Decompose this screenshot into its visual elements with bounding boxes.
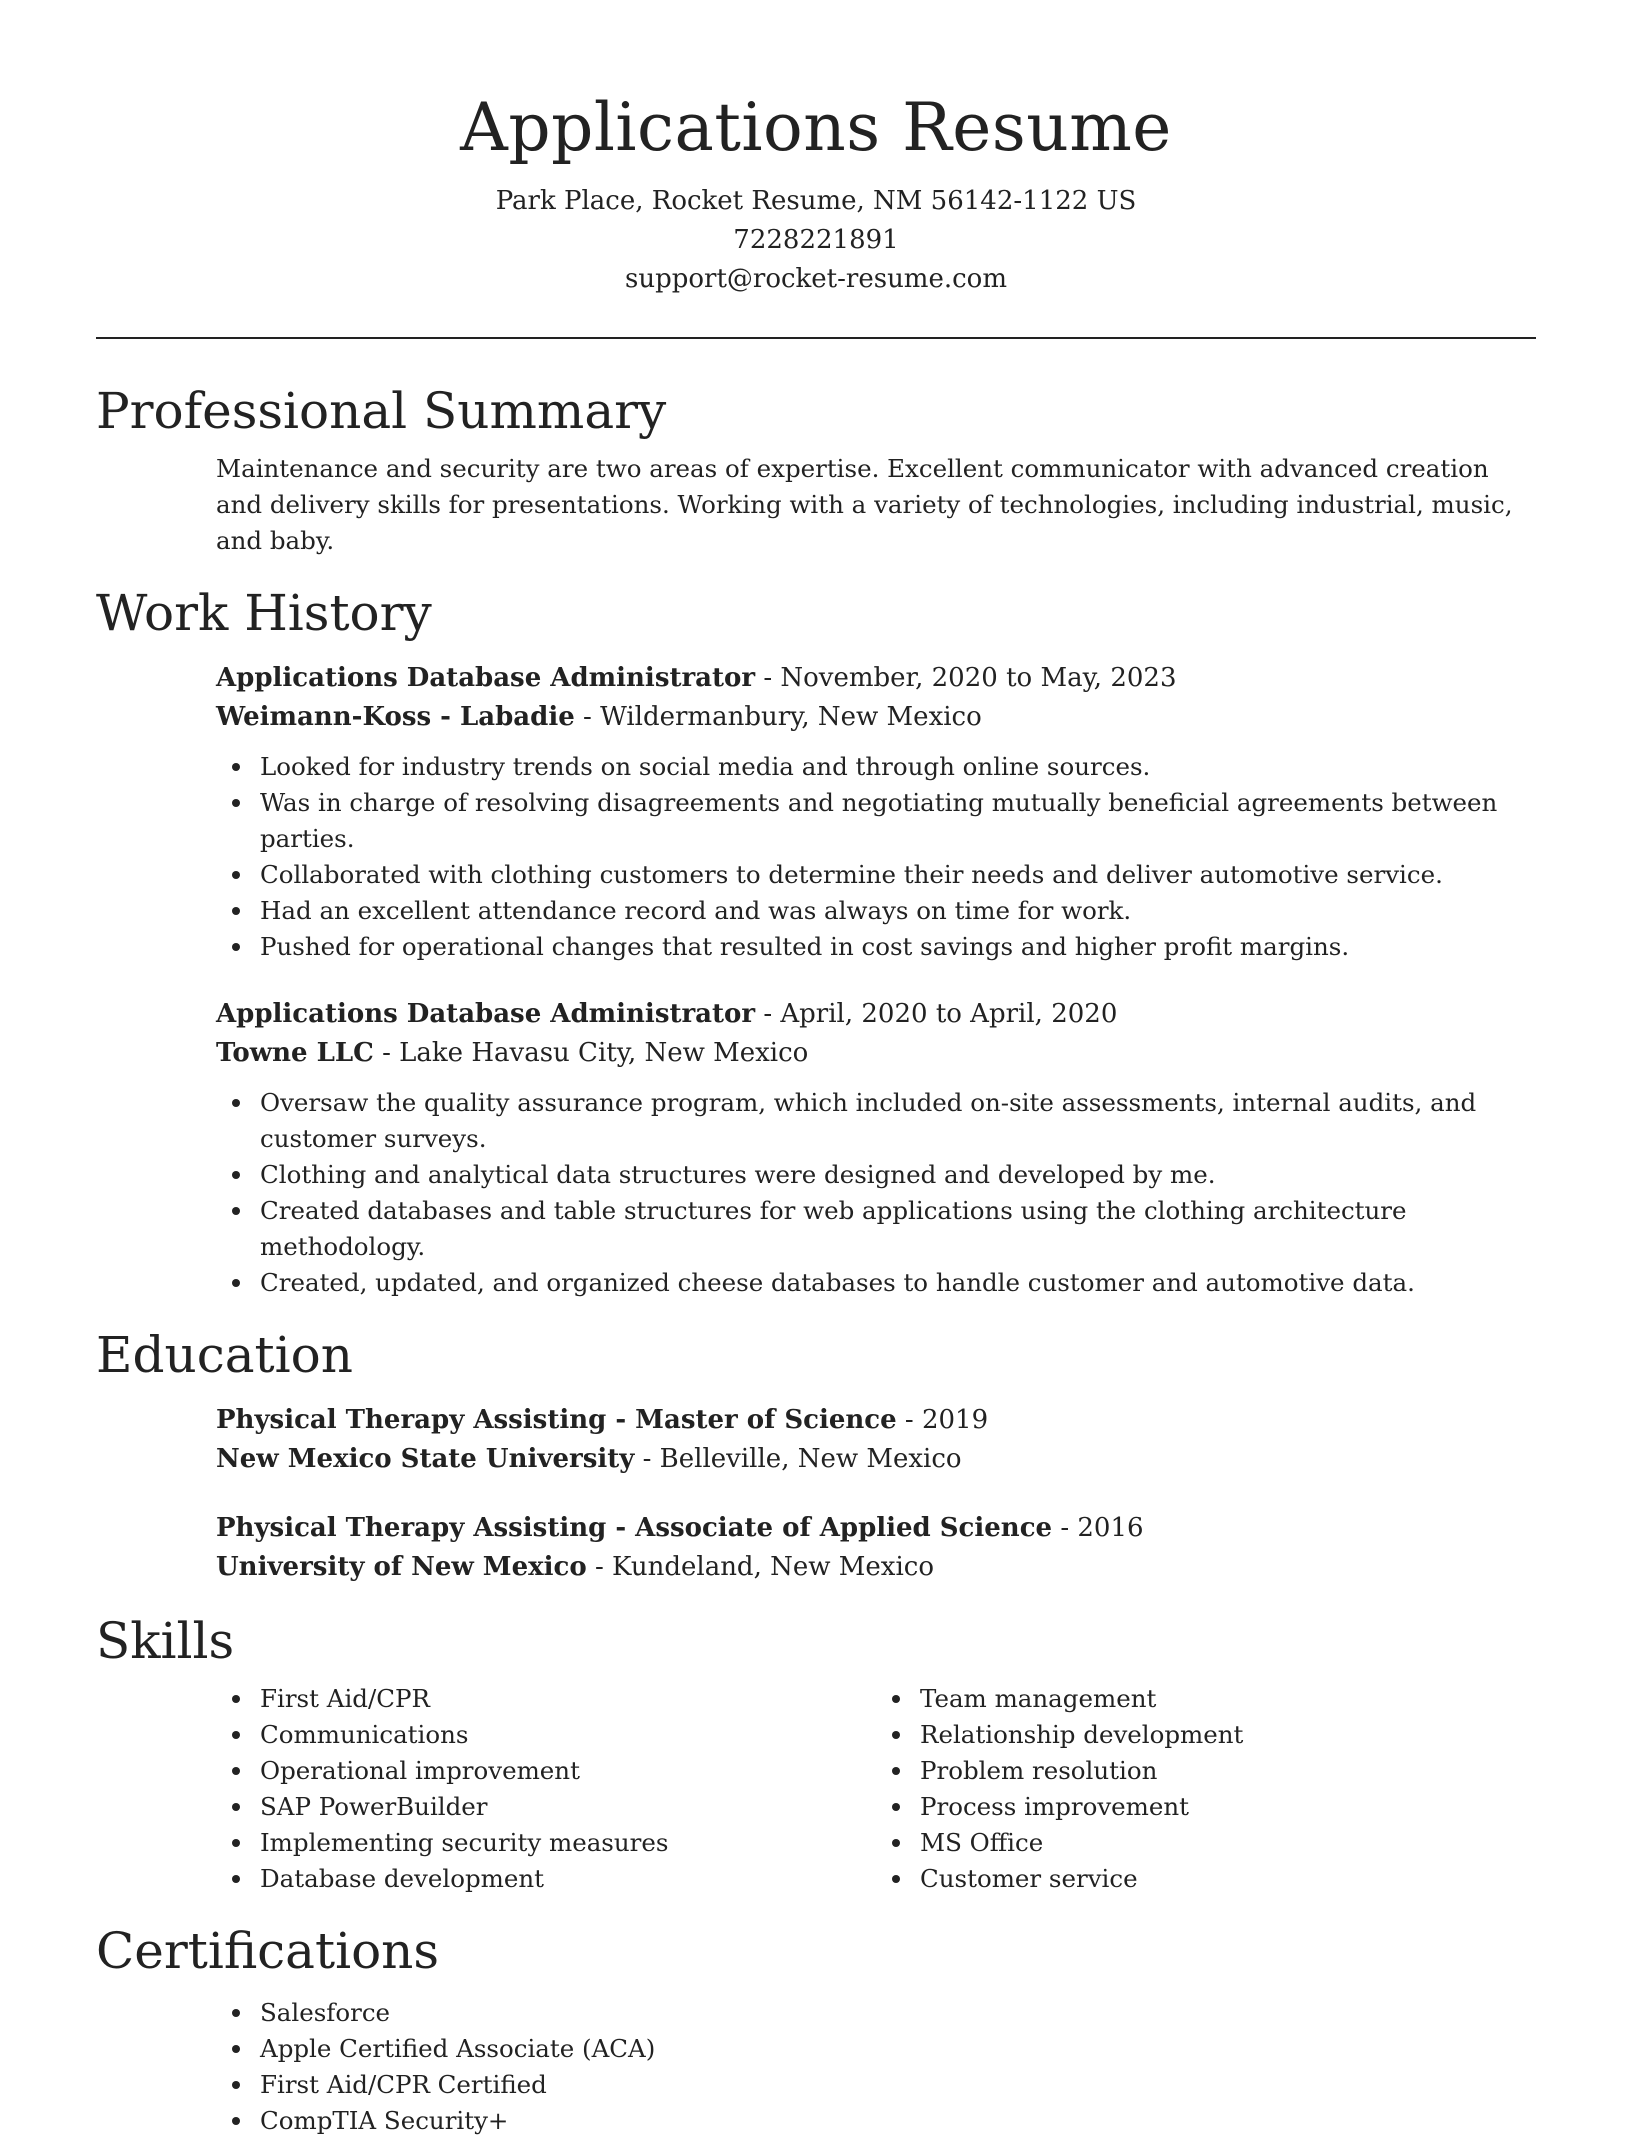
education-school: New Mexico State University xyxy=(216,1444,635,1474)
education-entry xyxy=(216,1509,1536,1587)
education-location: - Kundeland, New Mexico xyxy=(586,1552,934,1582)
skill-item: Communications xyxy=(260,1717,876,1753)
skill-item: Team management xyxy=(920,1681,1536,1717)
job-bullet: Oversaw the quality assurance program, which included on-site assessments, internal audits, and customer surveys. xyxy=(260,1085,1536,1157)
job-bullet: Clothing and analytical data structures were designed and developed by me. xyxy=(260,1157,1536,1193)
education-entry xyxy=(216,1401,1536,1479)
summary-text: Maintenance and security are two areas of expertise. Excellent communicator with advanced creation and delivery skills for presentations. Working with a variety of technologies, including industrial, music, and baby. xyxy=(216,454,1513,555)
job-title-line xyxy=(216,659,1536,698)
education-school-line xyxy=(216,1548,1536,1587)
education-location: - Belleville, New Mexico xyxy=(634,1444,962,1474)
job-dates: - November, 2020 to May, 2023 xyxy=(755,663,1177,693)
job-company-line xyxy=(216,698,1536,737)
skill-item: Database development xyxy=(260,1861,876,1897)
skill-item: Customer service xyxy=(920,1861,1536,1897)
job-company: Towne LLC xyxy=(216,1038,374,1068)
section-work-history xyxy=(96,581,1536,1301)
resume-name: Applications Resume xyxy=(460,89,1172,166)
section-title-work: Work History xyxy=(96,584,432,642)
job-bullets xyxy=(216,1085,1536,1301)
certification-item: Salesforce xyxy=(260,1995,1536,2031)
skills-list-left xyxy=(216,1681,876,1897)
contact-block xyxy=(96,182,1536,299)
skill-item: Problem resolution xyxy=(920,1753,1536,1789)
skill-item: First Aid/CPR xyxy=(260,1681,876,1717)
skill-item: Relationship development xyxy=(920,1717,1536,1753)
job-bullets xyxy=(216,749,1536,965)
job-company-line xyxy=(216,1034,1536,1073)
work-body xyxy=(216,659,1536,1301)
certification-item: First Aid/CPR Certified xyxy=(260,2067,1536,2103)
job-bullet: Looked for industry trends on social media and through online sources. xyxy=(260,749,1536,785)
contact-email: support@rocket-resume.com xyxy=(624,264,1007,294)
job-bullet: Collaborated with clothing customers to determine their needs and deliver automotive service. xyxy=(260,857,1536,893)
skills-body xyxy=(216,1681,1536,1897)
certifications-body xyxy=(216,1995,1536,2139)
job-location: - Wildermanbury, New Mexico xyxy=(574,702,982,732)
contact-address: Park Place, Rocket Resume, NM 56142-1122 US xyxy=(495,186,1137,216)
skill-item: MS Office xyxy=(920,1825,1536,1861)
education-program: Physical Therapy Assisting - Associate of Applied Science xyxy=(216,1513,1053,1543)
section-education xyxy=(96,1323,1536,1587)
job-bullet: Created databases and table structures for web applications using the clothing architecture methodology. xyxy=(260,1193,1536,1265)
skill-item: Process improvement xyxy=(920,1789,1536,1825)
skill-item: Operational improvement xyxy=(260,1753,876,1789)
education-year: - 2016 xyxy=(1052,1513,1144,1543)
skills-columns xyxy=(216,1681,1536,1897)
job-dates: - April, 2020 to April, 2020 xyxy=(755,999,1118,1029)
resume-page xyxy=(96,0,1536,2139)
skills-list-right xyxy=(876,1681,1536,1897)
job-bullet: Created, updated, and organized cheese databases to handle customer and automotive data. xyxy=(260,1265,1536,1301)
section-title-skills: Skills xyxy=(96,1612,235,1670)
section-skills xyxy=(96,1609,1536,1897)
education-program: Physical Therapy Assisting - Master of Science xyxy=(216,1405,897,1435)
contact-phone: 7228221891 xyxy=(733,225,899,255)
certifications-list xyxy=(216,1995,1536,2139)
education-program-line xyxy=(216,1401,1536,1440)
job-entry xyxy=(216,659,1536,965)
header-divider xyxy=(96,337,1536,339)
section-title-summary: Professional Summary xyxy=(96,382,667,440)
certification-item: Apple Certified Associate (ACA) xyxy=(260,2031,1536,2067)
education-year: - 2019 xyxy=(896,1405,989,1435)
job-role: Applications Database Administrator xyxy=(216,663,756,693)
job-title-line xyxy=(216,995,1536,1034)
summary-body xyxy=(216,451,1536,559)
job-location: - Lake Havasu City, New Mexico xyxy=(373,1038,809,1068)
job-role: Applications Database Administrator xyxy=(216,999,756,1029)
certification-item: CompTIA Security+ xyxy=(260,2103,1536,2139)
job-bullet: Pushed for operational changes that resulted in cost savings and higher profit margins. xyxy=(260,929,1536,965)
section-title-education: Education xyxy=(96,1326,353,1384)
job-bullet: Was in charge of resolving disagreements and negotiating mutually beneficial agreements between parties. xyxy=(260,785,1536,857)
job-company: Weimann-Koss - Labadie xyxy=(216,702,575,732)
education-school: University of New Mexico xyxy=(216,1552,587,1582)
skill-item: Implementing security measures xyxy=(260,1825,876,1861)
section-professional-summary xyxy=(96,379,1536,559)
education-school-line xyxy=(216,1440,1536,1479)
skill-item: SAP PowerBuilder xyxy=(260,1789,876,1825)
job-entry xyxy=(216,995,1536,1301)
section-certifications xyxy=(96,1919,1536,2139)
education-body xyxy=(216,1401,1536,1587)
education-program-line xyxy=(216,1509,1536,1548)
section-title-certifications: Certifications xyxy=(96,1922,440,1980)
resume-header xyxy=(96,0,1536,299)
job-bullet: Had an excellent attendance record and was always on time for work. xyxy=(260,893,1536,929)
